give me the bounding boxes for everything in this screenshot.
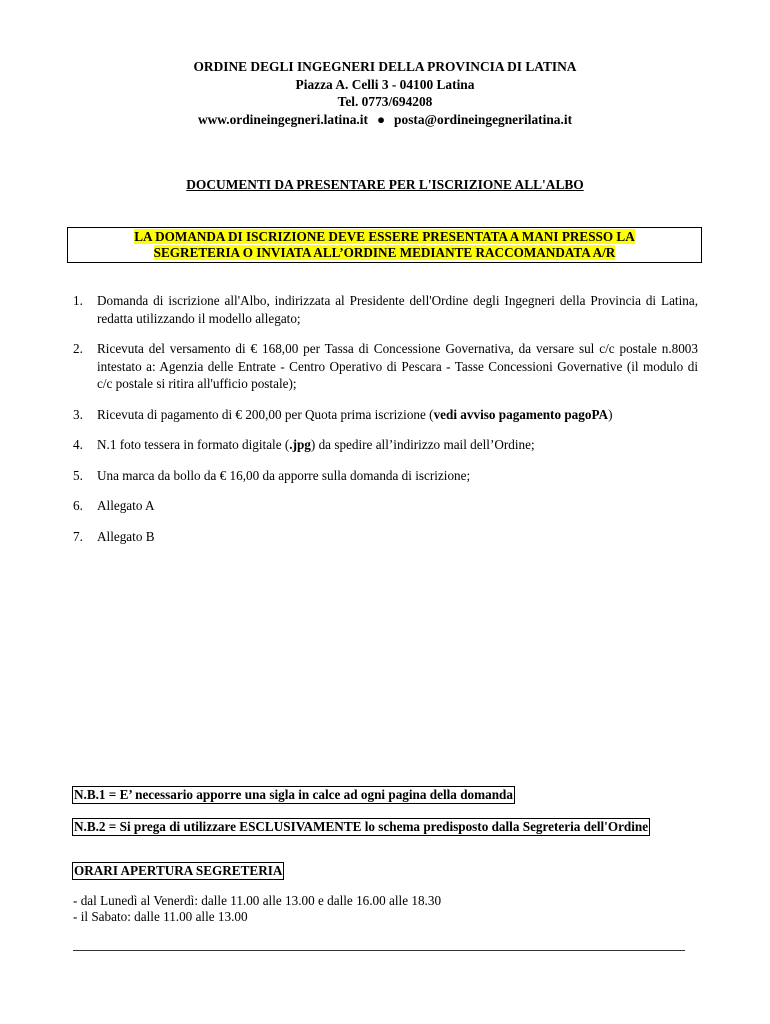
- org-contacts: [0, 111, 770, 129]
- list-item-number: 5.: [73, 467, 83, 483]
- list-item-number: 4.: [73, 437, 83, 452]
- email-link[interactable]: posta@ordineingegnerilatina.it: [394, 111, 573, 127]
- office-hours-saturday: - il Sabato: dalle 11.00 alle 13.00: [73, 909, 248, 924]
- list-item-number: 6.: [73, 498, 83, 513]
- list-item: [73, 406, 698, 424]
- list-item: [73, 497, 698, 515]
- list-item-text-end: ) da spedire all’indirizzo mail dell’Ordine;: [310, 437, 535, 452]
- list-item-text: Allegato A: [97, 498, 155, 513]
- documents-list: [73, 292, 698, 558]
- letterhead: [0, 58, 770, 128]
- note-2: N.B.2 = Si prega di utilizzare ESCLUSIVAMENTE lo schema predisposto dalla Segreteria dell'Ordine: [74, 819, 649, 834]
- notice-line-1: LA DOMANDA DI ISCRIZIONE DEVE ESSERE PRESENTATA A MANI PRESSO LA: [134, 229, 635, 244]
- list-item: [73, 340, 698, 393]
- list-item: [73, 436, 698, 454]
- note-1: N.B.1 = E’ necessario apporre una sigla in calce ad ogni pagina della domanda: [74, 787, 513, 802]
- list-item-text-end: ): [608, 406, 613, 422]
- office-hours: [73, 893, 441, 925]
- office-hours-title: ORARI APERTURA SEGRETERIA: [74, 863, 283, 878]
- org-phone: Tel. 0773/694208: [337, 94, 433, 109]
- footer-divider: [73, 950, 685, 951]
- office-hours-weekdays: - dal Lunedì al Venerdì: dalle 11.00 alle 13.00 e dalle 16.00 alle 18.30: [73, 893, 442, 908]
- list-item: [73, 292, 698, 327]
- page-title: DOCUMENTI DA PRESENTARE PER L'ISCRIZIONE ALL'ALBO: [186, 177, 584, 192]
- list-item-number: 7.: [73, 528, 83, 544]
- list-item-bold: vedi avviso pagamento pagoPA: [433, 406, 609, 422]
- list-item-text: Allegato B: [97, 528, 155, 544]
- list-item: [73, 467, 698, 485]
- bullet-icon: ●: [376, 111, 386, 127]
- org-name: ORDINE DEGLI INGEGNERI DELLA PROVINCIA DI LATINA: [193, 59, 577, 74]
- list-item-text: N.1 foto tessera in formato digitale (: [97, 437, 290, 452]
- notice-line-2: SEGRETERIA O INVIATA ALL’ORDINE MEDIANTE RACCOMANDATA A/R: [153, 245, 616, 260]
- notice-box: [67, 227, 702, 263]
- list-item-text: Una marca da bollo da € 16,00 da apporre sulla domanda di iscrizione;: [97, 467, 471, 483]
- list-item: [73, 528, 698, 546]
- website-link[interactable]: www.ordineingegneri.latina.it: [197, 111, 368, 127]
- list-item-number: 3.: [73, 406, 83, 422]
- list-item-text: Ricevuta del versamento di € 168,00 per Tassa di Concessione Governativa, da versare sul c/c postale n.8003 intestato a: Agenzia delle Entrate - Centro Operativo di Pescara - Tasse Concessioni Governative (il modulo di c/c postale si ritira all'ufficio postale);: [97, 341, 698, 391]
- list-item-text: Ricevuta di pagamento di € 200,00 per Quota prima iscrizione (: [97, 406, 434, 422]
- list-item-bold: .jpg: [289, 437, 311, 452]
- list-item-text: Domanda di iscrizione all'Albo, indirizzata al Presidente dell'Ordine degli Ingegneri della Provincia di Latina, redatta utilizzando il modello allegato;: [97, 293, 698, 326]
- list-item-number: 2.: [73, 341, 83, 356]
- org-address: Piazza A. Celli 3 - 04100 Latina: [295, 76, 475, 92]
- list-item-number: 1.: [73, 293, 83, 308]
